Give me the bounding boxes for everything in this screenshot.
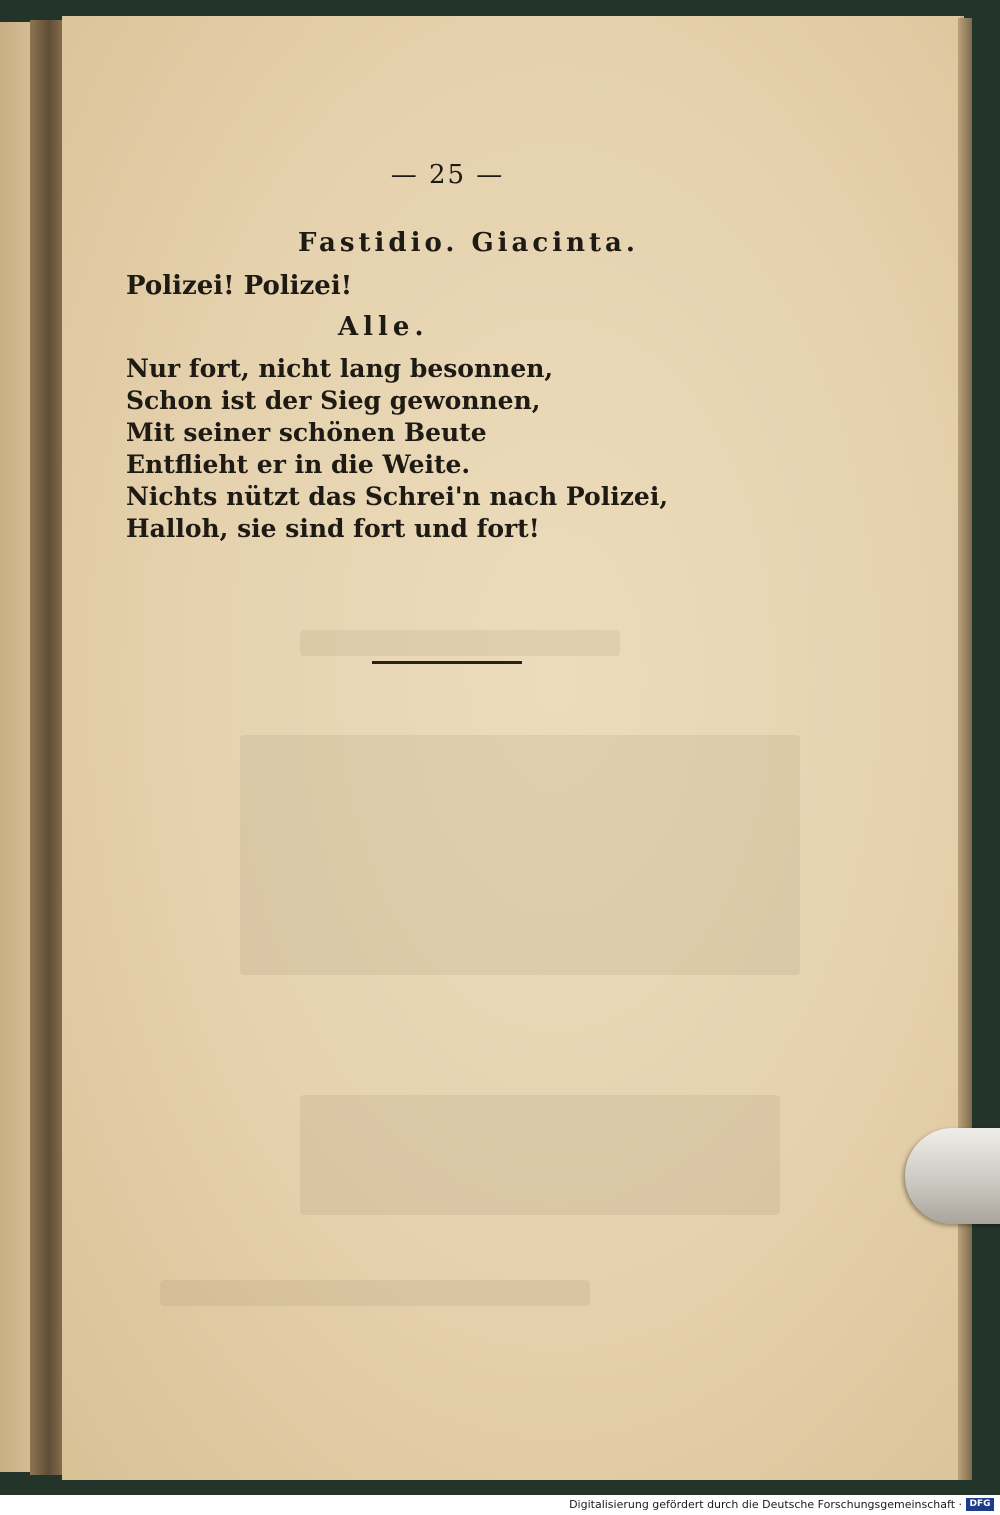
verse-line: Nichts nützt das Schrei'n nach Polizei,	[126, 482, 669, 511]
bleed-through-shadow	[300, 630, 620, 656]
verse-line: Nur fort, nicht lang besonnen,	[126, 354, 554, 383]
page-clip-tab	[905, 1128, 1000, 1224]
funding-credit: Digitalisierung gefördert durch die Deutsche Forschungsgemeinschaft ·	[569, 1498, 962, 1511]
page-number: — 25 —	[390, 160, 505, 190]
verse-line: Schon ist der Sieg gewonnen,	[126, 386, 541, 415]
dfg-logo: DFG	[966, 1498, 994, 1511]
bleed-through-shadow	[160, 1280, 590, 1306]
verse-line: Entflieht er in die Weite.	[126, 450, 471, 479]
speech-line: Polizei! Polizei!	[126, 271, 353, 301]
chorus-label: Alle.	[338, 312, 429, 342]
speaker-names: Fastidio. Giacinta.	[298, 228, 639, 258]
verse-line: Mit seiner schönen Beute	[126, 418, 487, 447]
bleed-through-shadow	[300, 1095, 780, 1215]
footer-bar	[0, 1495, 1000, 1515]
page-stack-edge	[958, 18, 972, 1480]
section-end-rule	[372, 661, 522, 664]
bleed-through-shadow	[240, 735, 800, 975]
verse-line: Halloh, sie sind fort und fort!	[126, 514, 540, 543]
